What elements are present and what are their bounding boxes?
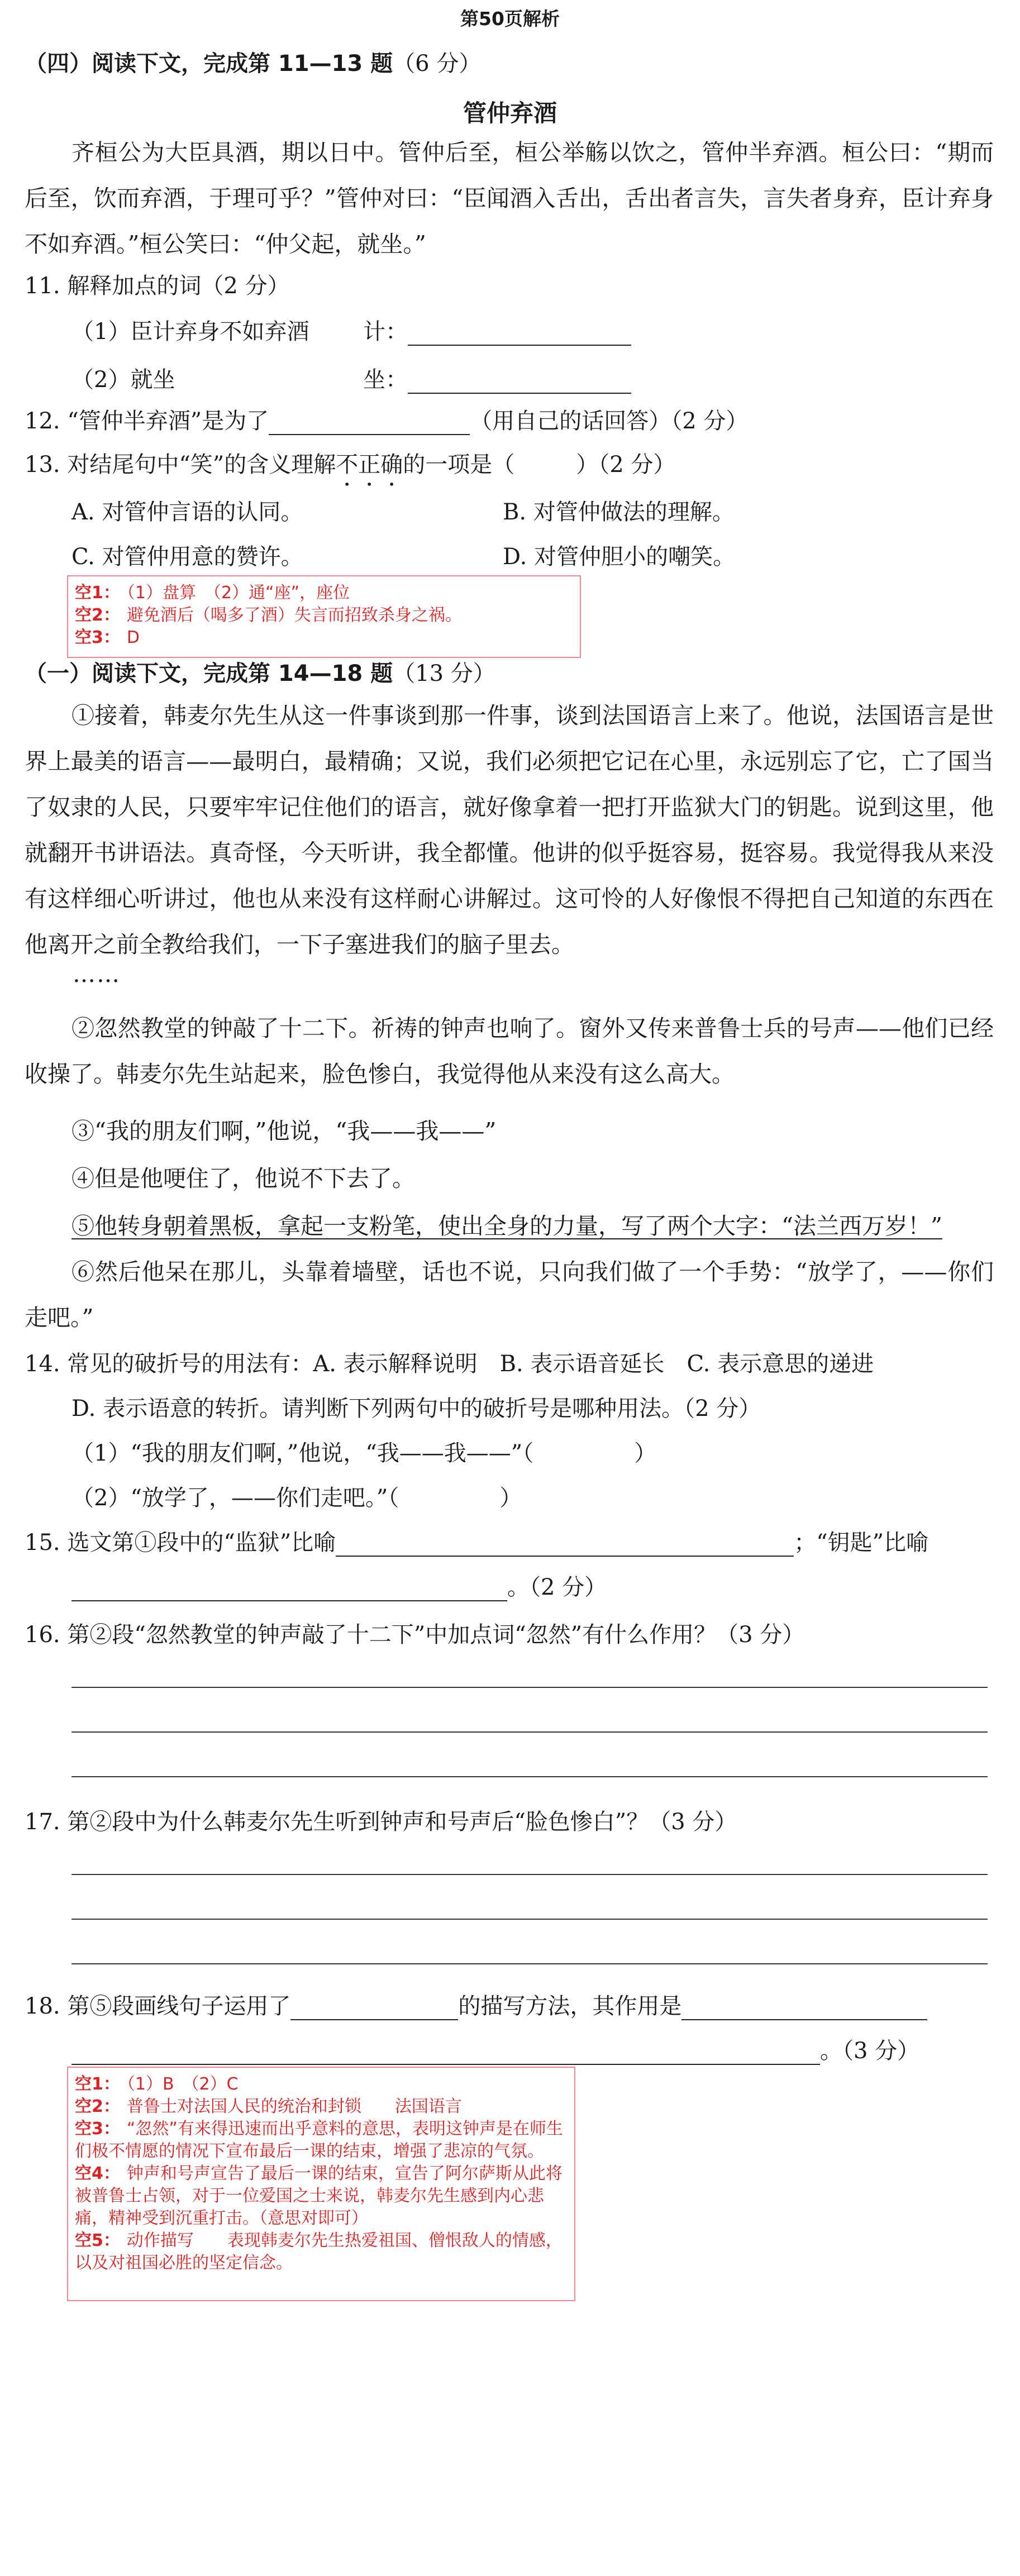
answer-blank[interactable]	[408, 371, 631, 394]
answer-blank[interactable]	[290, 1998, 458, 2020]
answer-row	[75, 627, 573, 649]
answer-label: 空2：	[75, 605, 120, 625]
section-1-points: （13 分）	[393, 661, 495, 686]
answer-text: “忽然”有来得迅速而出乎意料的意思，表明这钟声是在师生们极不情愿的情况下宣布最后一课的结束，增强了悲凉的气氛。	[75, 2119, 563, 2161]
answer-row	[75, 2118, 568, 2163]
question-11-1-answer	[363, 314, 631, 346]
answer-text: 避免酒后（喝多了酒）失言而招致杀身之祸。	[126, 605, 462, 625]
question-12-suffix: （用自己的话回答）（2 分）	[470, 408, 749, 434]
question-18-suffix: 。（3 分）	[820, 2038, 920, 2064]
answer-row	[75, 2163, 568, 2230]
answer-row	[75, 2230, 568, 2274]
answer-text: （1）盘算 （2）通“座”，座位	[126, 583, 350, 603]
section-1-header-text: （一）阅读下文，完成第 14—18 题	[25, 661, 393, 686]
classical-passage: 齐桓公为大臣具酒，期以日中。管仲后至，桓公举觞以饮之，管仲半弃酒。桓公曰：“期而后至，饮而弃酒，于理可乎？”管仲对曰：“臣闻酒入舌出，舌出者言失，言失者身弃，臣计弃身不如弃酒。”桓公笑曰：“仲父起，就坐。”	[25, 139, 994, 257]
option-a[interactable]: A. 对管仲言语的认同。	[72, 499, 303, 525]
question-18-prompt: 18. 第⑤段画线句子运用了	[25, 1993, 291, 2019]
paragraph-1: ①接着，韩麦尔先生从这一件事谈到那一件事，谈到法国语言上来了。他说，法国语言是世界上最美的语言——最明白，最精确；又说，我们必须把它记在心里，永远别忘了它，亡了国当了奴隶的人民，只要牢牢记住他们的语言，就好像拿着一把打开监狱大门的钥匙。说到这里，他就翻开书讲语法。真奇怪，今天听讲，我全都懂。他讲的似乎挺容易，挺容易。我觉得我从来没有这样细心听讲过，他也从来没有这样耐心讲解过。这可怜的人好像恨不得把自己知道的东西在他离开之前全教给我们，一下子塞进我们的脑子里去。	[25, 702, 994, 958]
answer-text: （1）B （2）C	[126, 2074, 239, 2094]
section-4-header	[25, 46, 481, 78]
answer-box-section-1	[67, 2067, 575, 2301]
question-12-prompt: 12. “管仲半弃酒”是为了	[25, 408, 269, 434]
answer-blank[interactable]	[72, 2043, 820, 2065]
question-14: 14. 常见的破折号的用法有：A. 表示解释说明 B. 表示语音延长 C. 表示意思的递进	[25, 1351, 874, 1377]
question-13-mid: 的一项是（	[403, 452, 515, 478]
answer-blank[interactable]	[269, 413, 470, 435]
answer-text: 普鲁士对法国人民的统治和封锁 法国语言	[126, 2097, 462, 2116]
close-paren: ）	[499, 1485, 522, 1511]
question-13-prompt: 13. 对结尾句中“笑”的含义理解	[25, 452, 336, 478]
question-11-1: （1）臣计弃身不如弃酒	[72, 319, 309, 345]
question-14-2-text: （2）“放学了，——你们走吧。”（	[72, 1485, 399, 1511]
answer-text: D	[126, 628, 140, 647]
answer-label: 空4：	[75, 2164, 120, 2183]
question-17: 17. 第②段中为什么韩麦尔先生听到钟声和号声后“脸色惨白”？（3 分）	[25, 1809, 737, 1835]
answer-text: 钟声和号声宣告了最后一课的结束，宣告了阿尔萨斯从此将被普鲁士占领，对于一位爱国之士来说，韩麦尔先生感到内心悲痛，精神受到沉重打击。（意思对即可）	[75, 2164, 563, 2228]
underlined-sentence: ⑤他转身朝着黑板，拿起一支粉笔，使出全身的力量，写了两个大字：“法兰西万岁！”	[72, 1213, 942, 1239]
question-18	[25, 1988, 927, 2020]
answer-label: 空3：	[75, 2119, 120, 2139]
answer-line[interactable]	[72, 1687, 988, 1688]
question-11-2-label: 坐：	[363, 367, 408, 393]
answer-label: 空1：	[75, 2074, 120, 2094]
ellipsis: ……	[73, 961, 121, 988]
paragraph-6: ⑥然后他呆在那儿，头靠着墙壁，话也不说，只向我们做了一个手势：“放学了，——你们走吧。”	[25, 1258, 994, 1331]
question-14-2	[72, 1480, 522, 1512]
answer-box-section-4	[67, 575, 581, 658]
question-18-cont	[72, 2033, 919, 2065]
question-13-suffix: ）（2 分）	[576, 452, 676, 478]
question-14-1-text: （1）“我的朋友们啊，”他说，“我——我——”（	[72, 1440, 534, 1466]
question-14-note: D. 表示语意的转折。请判断下列两句中的破折号是哪种用法。（2 分）	[72, 1396, 761, 1421]
answer-blank[interactable]	[681, 1998, 927, 2020]
answer-line[interactable]	[72, 1874, 988, 1875]
answer-blank[interactable]	[408, 323, 631, 346]
answer-label: 空5：	[75, 2231, 120, 2250]
question-11-2: （2）就坐	[72, 367, 175, 393]
answer-row	[75, 604, 573, 627]
answer-label: 空3：	[75, 628, 120, 647]
answer-line[interactable]	[72, 1963, 988, 1964]
paragraph-4: ④但是他哽住了，他说不下去了。	[72, 1165, 415, 1192]
answer-line[interactable]	[72, 1919, 988, 1920]
question-15-prompt: 15. 选文第①段中的“监狱”比喻	[25, 1530, 336, 1556]
answer-line[interactable]	[72, 1776, 988, 1777]
question-15-cont	[72, 1570, 607, 1601]
section-4-header-text: （四）阅读下文，完成第 11—13 题	[25, 51, 393, 77]
close-paren: ）	[634, 1440, 657, 1466]
question-12	[25, 403, 748, 435]
page-title: 第50页解析	[460, 8, 560, 30]
answer-blank[interactable]	[336, 1534, 794, 1557]
question-18-mid: 的描写方法，其作用是	[458, 1993, 682, 2019]
answer-row	[75, 582, 573, 604]
question-15-suffix: 。（2 分）	[507, 1575, 607, 1600]
answer-row	[75, 2073, 568, 2096]
paragraph-2: ②忽然教堂的钟敲了十二下。祈祷的钟声也响了。窗外又传来普鲁士兵的号声——他们已经收操了。韩麦尔先生站起来，脸色惨白，我觉得他从来没有这么高大。	[25, 1015, 994, 1087]
question-11-1-label: 计：	[363, 319, 408, 345]
section-1-header	[25, 656, 495, 688]
question-15	[25, 1525, 928, 1557]
question-11: 11. 解释加点的词（2 分）	[25, 273, 290, 299]
option-b[interactable]: B. 对管仲做法的理解。	[503, 499, 735, 525]
question-15-mid: ；“钥匙”比喻	[794, 1530, 929, 1556]
question-13-emphasis: 不正确	[336, 452, 403, 478]
passage-title: 管仲弃酒	[463, 99, 557, 127]
answer-blank[interactable]	[72, 1579, 507, 1601]
question-11-2-answer	[363, 362, 631, 394]
paragraph-5	[72, 1206, 988, 1246]
question-13	[25, 447, 675, 491]
paragraph-3: ③“我的朋友们啊，”他说，“我——我——”	[72, 1118, 497, 1144]
answer-label: 空2：	[75, 2097, 120, 2116]
option-d[interactable]: D. 对管仲胆小的嘲笑。	[503, 544, 736, 570]
answer-row	[75, 2096, 568, 2118]
answer-text: 动作描写 表现韩麦尔先生热爱祖国、僧恨敌人的情感，以及对祖国必胜的坚定信念。	[75, 2231, 563, 2273]
answer-line[interactable]	[72, 1731, 988, 1733]
answer-label: 空1：	[75, 583, 120, 603]
question-14-1	[72, 1435, 656, 1467]
question-16: 16. 第②段“忽然教堂的钟声敲了十二下”中加点词“忽然”有什么作用？（3 分）	[25, 1622, 805, 1648]
section-4-points: （6 分）	[393, 51, 482, 77]
option-c[interactable]: C. 对管仲用意的赞许。	[72, 544, 303, 570]
